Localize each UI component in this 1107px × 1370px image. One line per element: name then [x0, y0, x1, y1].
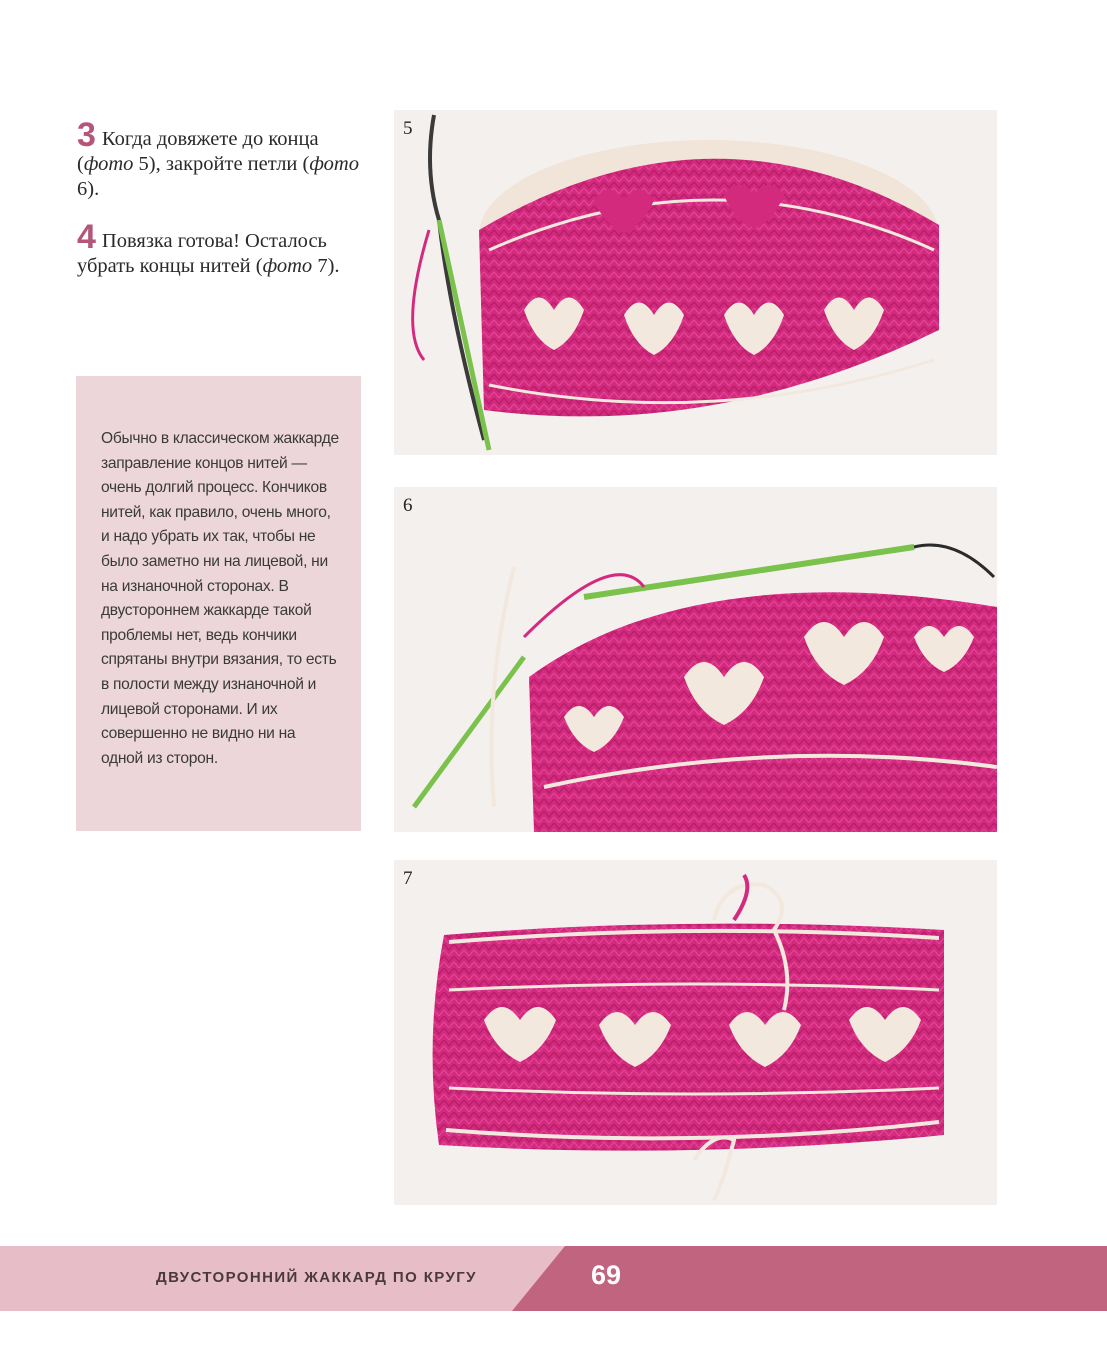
photo-reference: фото	[309, 153, 359, 175]
step-4	[77, 218, 377, 279]
note-box	[76, 376, 361, 831]
photo-6	[394, 487, 997, 832]
step-text: Повязка готова! Осталось убрать концы нитей (	[77, 230, 327, 277]
photo-reference: фото	[83, 153, 134, 175]
photo-label: 5	[403, 118, 413, 139]
step-number: 4	[77, 218, 96, 256]
photo-reference: фото	[262, 255, 313, 277]
page-number: 69	[591, 1260, 622, 1290]
photo-label: 7	[403, 868, 413, 889]
knitted-headband-binding-off-icon	[394, 487, 997, 832]
knitted-headband-on-needles-icon	[394, 110, 997, 455]
step-text: 6).	[77, 178, 100, 200]
step-number: 3	[77, 116, 96, 154]
section-title: ДВУСТОРОННИЙ ЖАККАРД ПО КРУГУ	[156, 1269, 477, 1286]
photo-label: 6	[403, 495, 413, 516]
photo-7	[394, 860, 997, 1205]
note-text: Обычно в классическом жаккарде заправление концов нитей — очень долгий процесс. Кончиков нитей, как правило, очень много, и надо убрать их так, чтобы не было заметно ни на лицевой, ни на изнаночной сторонах. В двустороннем жаккарде такой проблемы нет, ведь кончики спрятаны внутри вязания, то есть в полости между изнаночной и лицевой сторонами. И их совершенно не видно ни на одной из сторон.	[101, 430, 339, 767]
step-text: Когда довяжете до конца (	[77, 128, 319, 175]
photo-5	[394, 110, 997, 455]
step-3	[77, 116, 377, 202]
step-text: 5), закройте петли (	[133, 153, 310, 175]
finished-knitted-headband-icon	[394, 860, 997, 1205]
step-text: 7).	[312, 255, 340, 277]
